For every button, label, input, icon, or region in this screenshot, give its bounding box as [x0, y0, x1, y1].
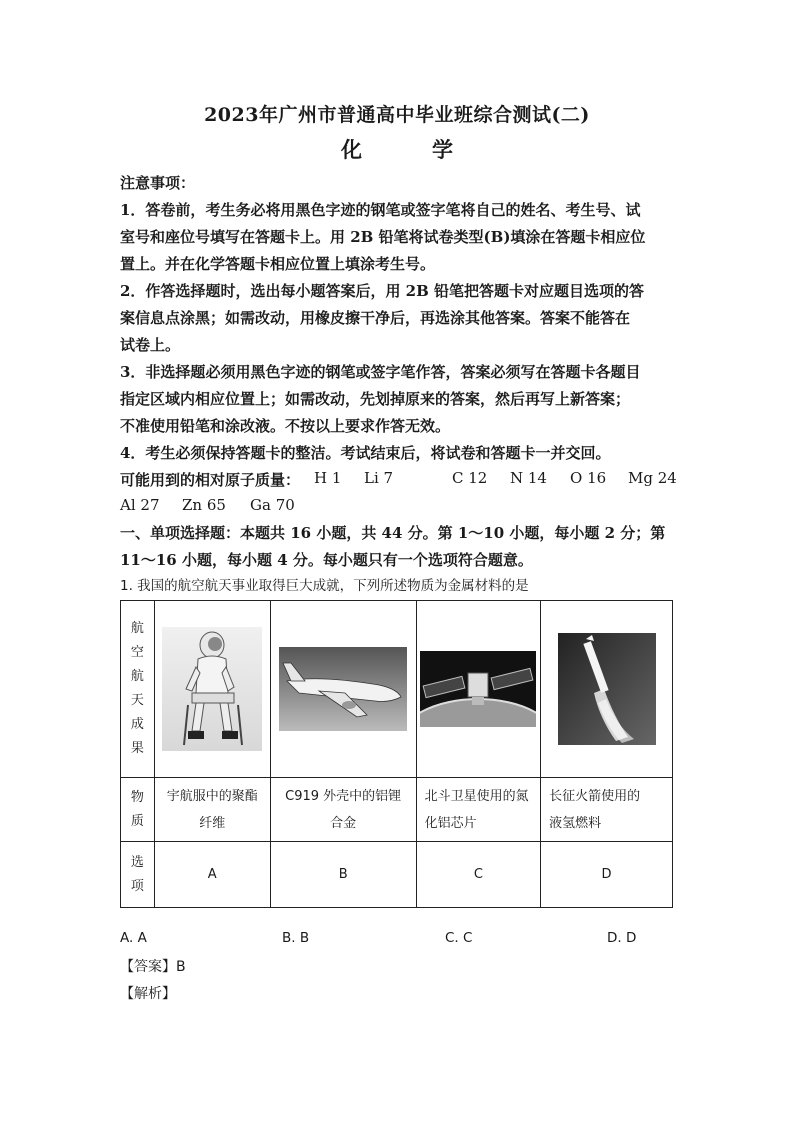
exam-title: 2023年广州市普通高中毕业班综合测试(二) — [204, 104, 590, 126]
question-1-stem: 1. 我国的航空航天事业取得巨大成就，下列所述物质为金属材料的是 — [120, 578, 529, 594]
substance-cell-a: 宇航服中的聚酯 纤维 — [154, 778, 270, 842]
note-line: 3．非选择题必须用黑色字迹的钢笔或签字笔作答，答案必须写在答题卡各题目 — [120, 363, 641, 381]
note-line: 不准使用铅笔和涂改液。不按以上要求作答无效。 — [120, 417, 451, 435]
atomic-mass-item: O 16 — [570, 469, 607, 487]
note-line: 室号和座位号填写在答题卡上。用 2B 铅笔将试卷类型(B)填涂在答题卡相应位 — [120, 228, 646, 246]
answer-label: 【答案】B — [120, 959, 186, 975]
subject-char-1: 化 — [341, 137, 362, 162]
subject-heading — [0, 134, 794, 164]
option-cell: A — [154, 842, 270, 908]
c919-airplane-icon — [279, 647, 407, 731]
choice-c: C. C — [445, 930, 473, 946]
choice-b: B. B — [282, 930, 310, 946]
note-line: 案信息点涂黑；如需改动，用橡皮擦干净后，再选涂其他答案。答案不能答在 — [120, 309, 631, 327]
note-line: 4．考生必须保持答题卡的整洁。考试结束后，将试卷和答题卡一并交回。 — [120, 444, 611, 462]
image-cell — [270, 601, 416, 778]
table-row — [121, 601, 673, 778]
atomic-mass-item: Ga 70 — [250, 496, 295, 514]
option-cell: B — [270, 842, 416, 908]
row-header-achievement: 航 空 航 天 成 果 — [121, 601, 155, 778]
substance-cell-d: 长征火箭使用的 液氢燃料 — [541, 778, 673, 842]
substance-cell-b: C919 外壳中的铝锂 合金 — [270, 778, 416, 842]
section-line: 一、单项选择题：本题共 16 小题，共 44 分。第 1～10 小题，每小题 2 分；第 — [120, 524, 666, 542]
atomic-mass-item: Zn 65 — [182, 496, 226, 514]
substance-cell-c: 北斗卫星使用的氮 化铝芯片 — [416, 778, 541, 842]
image-cell — [541, 601, 673, 778]
subject-char-2: 学 — [432, 137, 453, 162]
long-march-rocket-icon — [558, 633, 656, 745]
atomic-mass-item: H 1 — [314, 469, 342, 487]
beidou-satellite-icon — [420, 651, 536, 727]
choice-d: D. D — [607, 930, 637, 946]
image-cell — [154, 601, 270, 778]
note-line: 1．答卷前，考生务必将用黑色字迹的钢笔或签字笔将自己的姓名、考生号、试 — [120, 201, 641, 219]
choice-a: A. A — [120, 930, 147, 946]
atomic-mass-item: N 14 — [510, 469, 547, 487]
row-header-option: 选 项 — [121, 842, 155, 908]
atomic-mass-item: Mg 24 — [628, 469, 677, 487]
table-row — [121, 778, 673, 842]
analysis-label: 【解析】 — [120, 986, 176, 1002]
section-line: 11～16 小题，每小题 4 分。每小题只有一个选项符合题意。 — [120, 551, 533, 569]
notes-heading: 注意事项： — [120, 174, 196, 192]
atomic-mass-item: Li 7 — [364, 469, 394, 487]
atomic-mass-item: C 12 — [452, 469, 488, 487]
note-line: 试卷上。 — [120, 336, 181, 354]
option-cell: D — [541, 842, 673, 908]
note-line: 指定区域内相应位置上；如需改动，先划掉原来的答案，然后再写上新答案； — [120, 390, 631, 408]
question-1-table — [120, 600, 673, 908]
atomic-mass-label: 可能用到的相对原子质量： — [120, 471, 301, 489]
astronaut-spacesuit-icon — [162, 627, 262, 751]
option-cell: C — [416, 842, 541, 908]
table-row — [121, 842, 673, 908]
note-line: 2．作答选择题时，选出每小题答案后，用 2B 铅笔把答题卡对应题目选项的答 — [120, 282, 644, 300]
note-line: 置上。并在化学答题卡相应位置上填涂考生号。 — [120, 255, 436, 273]
row-header-substance: 物 质 — [121, 778, 155, 842]
atomic-mass-item: Al 27 — [120, 496, 160, 514]
image-cell — [416, 601, 541, 778]
